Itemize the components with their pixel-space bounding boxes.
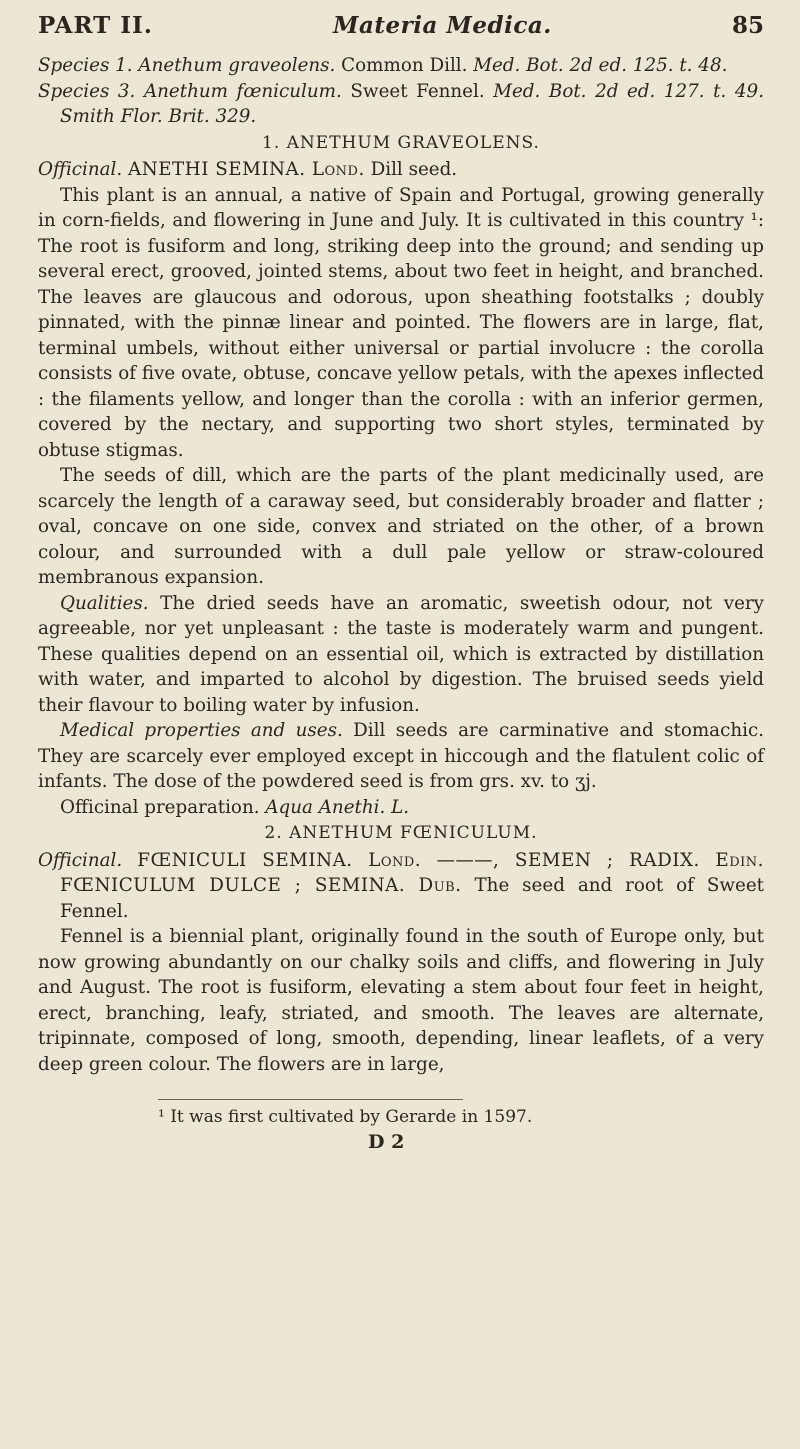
officinal-entry: Officinal. FŒNICULI SEMINA. Lond. ———, SEMEN ; RADIX. Edin. FŒNICULUM DULCE ; SEMINA. Dub. The seed and root of Sweet Fennel. xyxy=(38,849,764,922)
signature-mark: D 2 xyxy=(368,1131,405,1153)
page-body xyxy=(38,53,764,1077)
footnote-rule xyxy=(158,1099,463,1100)
page-number: 85 xyxy=(731,12,764,39)
description-paragraph: Fennel is a biennial plant, originally found in the south of Europe only, but now growing abundantly on our chalky soils and cliffs, and flowering in July and August. The root is fusiform, elevating a stem about four feet in height, erect, branching, leafy, striated, and smooth. The leaves are alternate, tripinnate, composed of long, smooth, depending, linear leaflets, of a very deep green colour. The flowers are in large, xyxy=(38,926,764,1075)
medical-paragraph: Medical properties and uses. Dill seeds are carminative and stomachic. They are scarcely ever employed except in hiccough and the flatulent colic of infants. The dose of the powdered seed is from grs. xv. to ʒj. xyxy=(38,720,764,792)
preparation-paragraph: Officinal preparation. Aqua Anethi. L. xyxy=(60,796,410,818)
running-header xyxy=(38,12,764,39)
section-heading: 2. ANETHUM FŒNICULUM. xyxy=(264,823,538,843)
officinal-entry: Officinal. ANETHI SEMINA. Lond. Dill seed. xyxy=(38,159,458,180)
part-label: PART II. xyxy=(38,12,153,39)
species-entry: Species 1. Anethum graveolens. Common Dill. Med. Bot. 2d ed. 125. t. 48. xyxy=(38,55,728,76)
footnote: ¹ It was first cultivated by Gerarde in 1597. xyxy=(158,1107,533,1127)
running-title: Materia Medica. xyxy=(333,12,552,39)
description-paragraph: This plant is an annual, a native of Spain and Portugal, growing generally in corn-fields, and flowering in June and July. It is cultivated in this country ¹: The root is fusiform and long, striking deep into the ground; and sending up several erect, grooved, jointed stems, about two feet in height, and branched. The leaves are glaucous and odorous, upon sheathing footstalks ; doubly pinnated, with the pinnæ linear and pointed. The flowers are in large, flat, terminal umbels, without either universal or partial involucre : the corolla consists of five ovate, obtuse, concave yellow petals, with the apexes inflected : the filaments yellow, and longer than the corolla : with an inferior germen, covered by the nectary, and supporting two short styles, terminated by obtuse stigmas. xyxy=(38,184,764,461)
section-heading: 1. ANETHUM GRAVEOLENS. xyxy=(262,132,540,153)
qualities-paragraph: Qualities. The dried seeds have an aromatic, sweetish odour, not very agreeable, nor yet unpleasant : the taste is moderately warm and pungent. These qualities depend on an essential oil, which is extracted by distillation with water, and imparted to alcohol by digestion. The bruised seeds yield their flavour to boiling water by infusion. xyxy=(38,592,764,716)
species-entry: Species 3. Anethum fœniculum. Sweet Fennel. Med. Bot. 2d ed. 127. t. 49. Smith Flor. Brit. 329. xyxy=(38,80,764,127)
seeds-paragraph: The seeds of dill, which are the parts of the plant medicinally used, are scarcely the length of a caraway seed, but considerably broader and flatter ; oval, concave on one side, convex and striated on the other, of a brown colour, and surrounded with a dull pale yellow or straw-coloured membranous expansion. xyxy=(38,465,764,588)
